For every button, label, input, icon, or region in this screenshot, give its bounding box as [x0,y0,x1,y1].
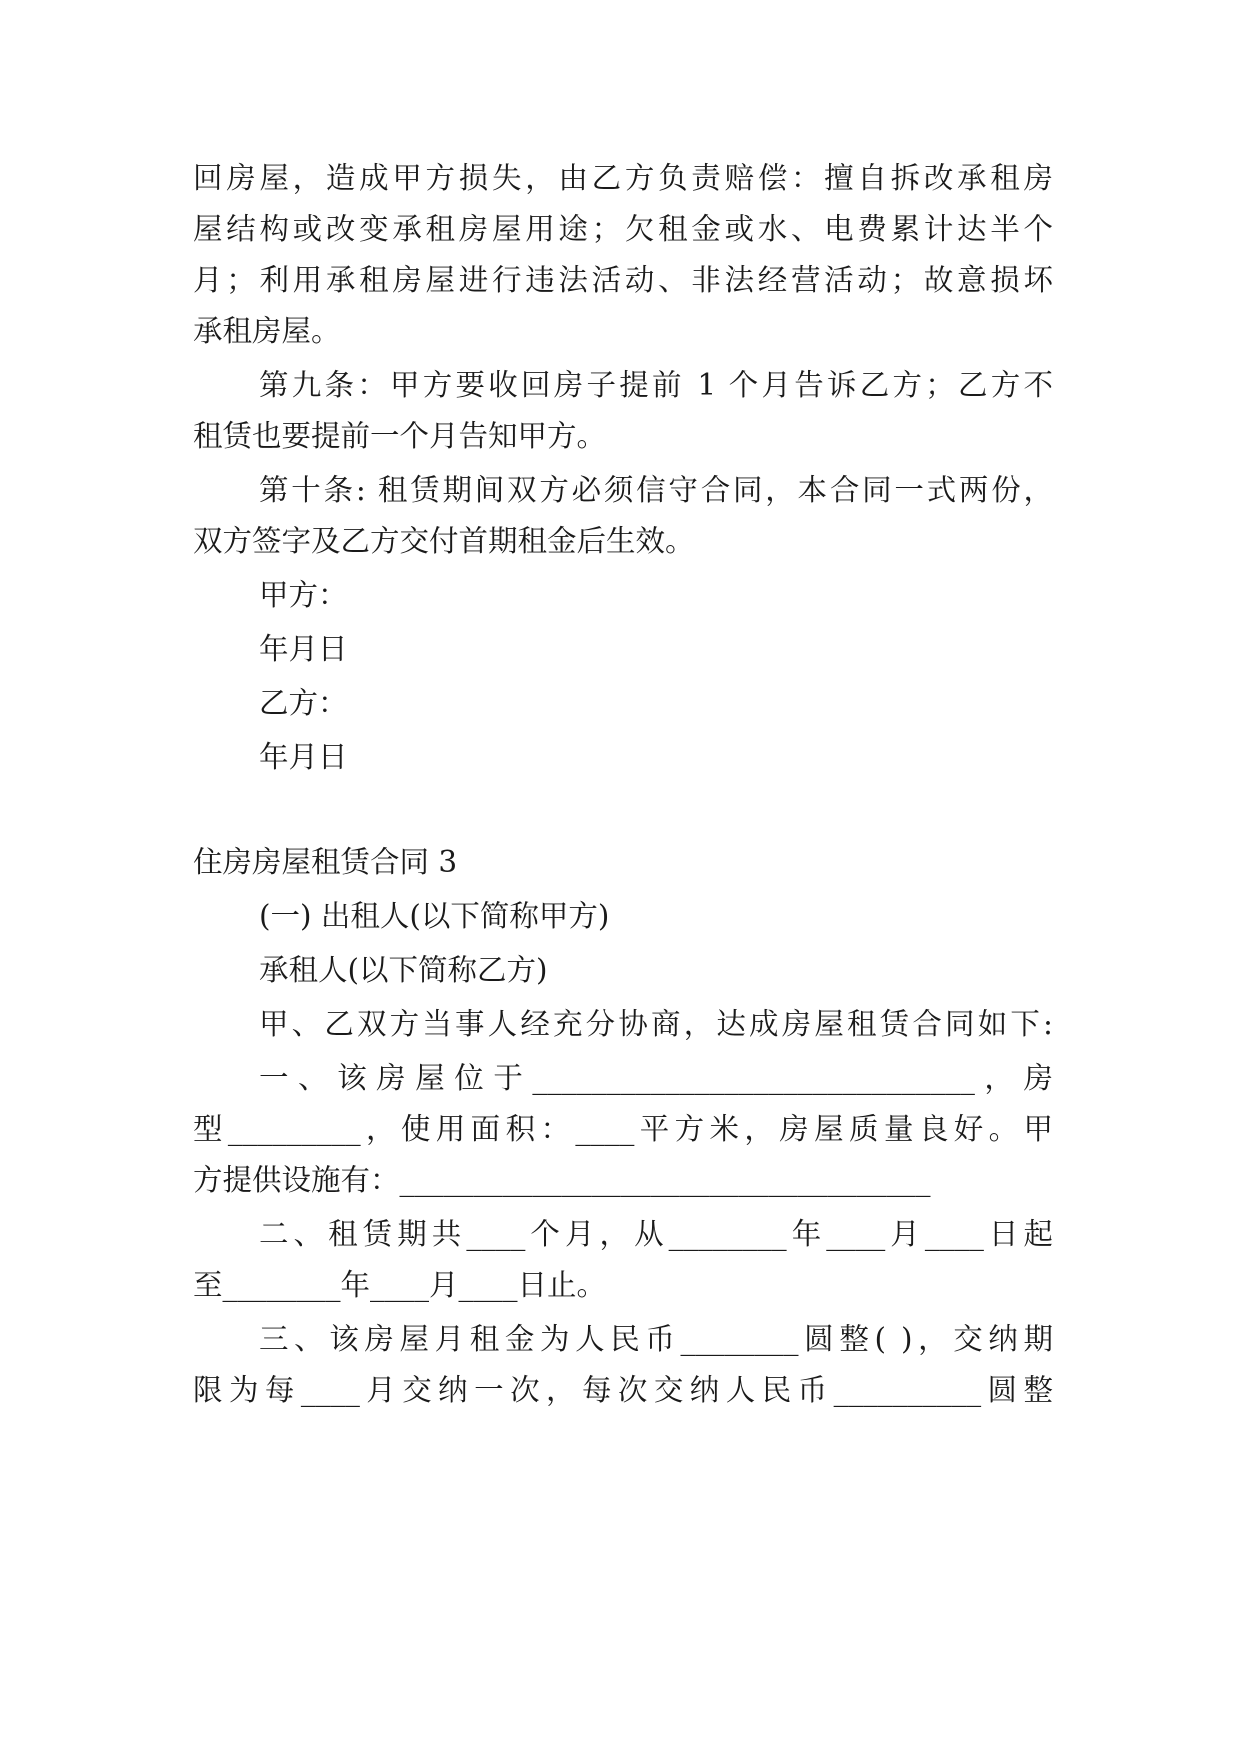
paragraph-line: 租赁也要提前一个月告知甲方。 [193,419,607,453]
contract-title: 住房房屋租赁合同 3 [193,845,458,879]
party-b-signature-label: 乙方： [259,686,348,720]
article-nine-line: 第九条：甲方要收回房子提前 1 个月告诉乙方；乙方不 [259,368,1053,402]
lessee-line: 承租人(以下简称乙方) [259,953,548,987]
lessor-line: (一) 出租人(以下简称甲方) [259,899,610,933]
paragraph-line: 屋结构或改变承租房屋用途；欠租金或水、电费累计达半个 [193,212,1053,246]
paragraph-line: 承租房屋。 [193,314,341,348]
article-ten-line: 第十条: 租赁期间双方必须信守合同，本合同一式两份， [259,473,1053,507]
clause-two-line: 二、租赁期共____个月，从________年____月____日起 [259,1217,1053,1251]
party-b-date-label: 年月日 [259,740,348,774]
paragraph-line: 至________年____月____日止。 [193,1268,607,1302]
paragraph-line: 双方签字及乙方交付首期租金后生效。 [193,524,695,558]
paragraph-line: 回房屋，造成甲方损失，由乙方负责赔偿：擅自拆改承租房 [193,161,1053,195]
agreement-intro: 甲、乙双方当事人经充分协商，达成房屋租赁合同如下: [259,1007,1053,1041]
paragraph-line: 方提供设施有：____________________________________ [193,1163,931,1197]
clause-one-line: 一、该房屋位于______________________________，房 [259,1061,1053,1095]
party-a-signature-label: 甲方： [259,578,348,612]
clause-three-line: 三、该房屋月租金为人民币________圆整( )，交纳期 [259,1322,1053,1356]
paragraph-line: 型_________，使用面积：____平方米，房屋质量良好。甲 [193,1112,1053,1146]
paragraph-line: 限为每____月交纳一次，每次交纳人民币__________圆整 [193,1373,1053,1407]
paragraph-line: 月；利用承租房屋进行违法活动、非法经营活动；故意损坏 [193,263,1053,297]
party-a-date-label: 年月日 [259,632,348,666]
